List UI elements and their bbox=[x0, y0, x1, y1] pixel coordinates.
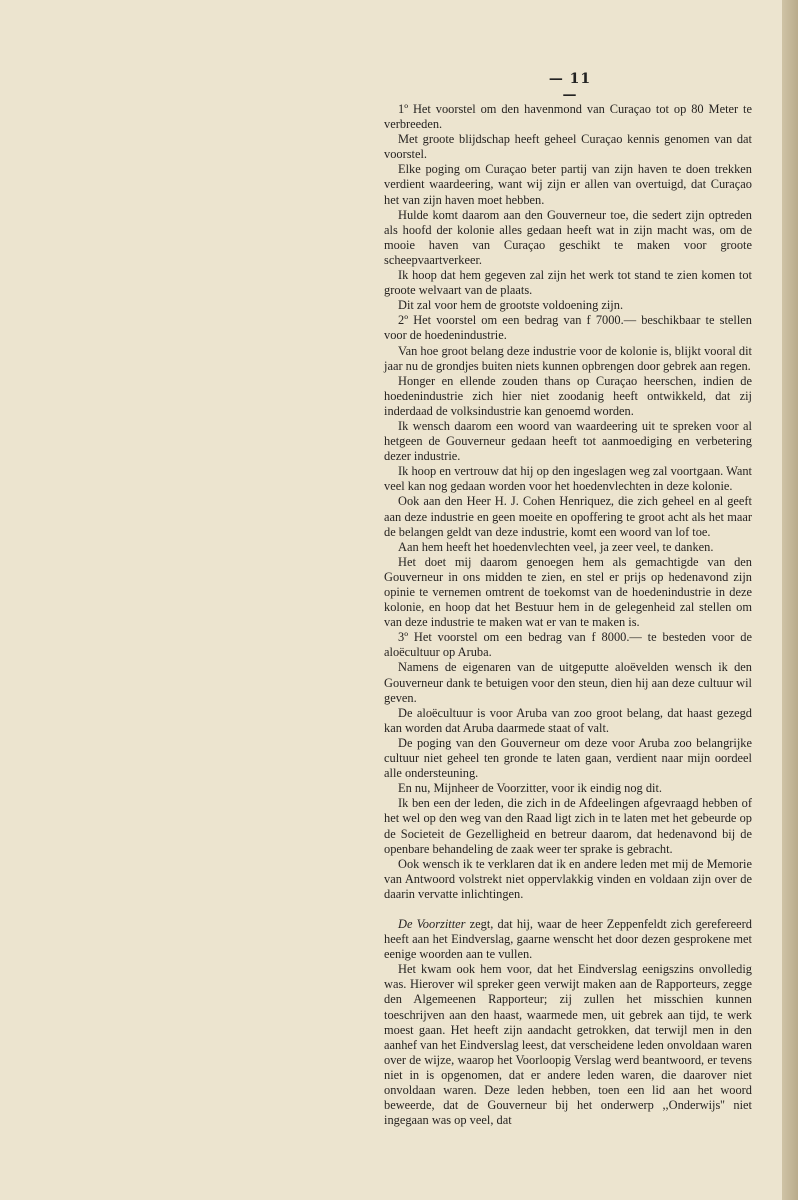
paragraph: Aan hem heeft het hoedenvlechten veel, ja zeer veel, te danken. bbox=[398, 539, 714, 554]
paragraph: 1º Het voorstel om den havenmond van Curaçao tot op 80 Meter te verbreeden. bbox=[384, 102, 752, 132]
paragraph: De aloëcultuur is voor Aruba van zoo groot belang, dat haast gezegd kan worden dat Aruba daarmede staat of valt. bbox=[384, 705, 752, 735]
paragraph: Het doet mij daarom genoegen hem als gemachtigde van den Gouverneur in ons midden te zien, en stel er prijs op hedenavond zijn opinie te vernemen omtrent de toekomst van de hoedenindustrie in deze kolonie, en hoop dat het Bestuur hem in de gelegenheid zal stellen om van deze industrie te maken wat er van te maken is. bbox=[384, 554, 752, 630]
chair-speaker: De Voorzitter bbox=[398, 916, 466, 931]
page-edge bbox=[782, 0, 798, 1200]
paragraph: Dit zal voor hem de grootste voldoening zijn. bbox=[398, 298, 624, 313]
paragraph: 3º Het voorstel om een bedrag van f 8000.— te besteden voor de aloëcultuur op Aruba. bbox=[384, 630, 752, 660]
paragraph: Ik hoop dat hem gegeven zal zijn het werk tot stand te zien komen tot groote welvaart van de plaats. bbox=[384, 268, 752, 298]
paragraph: Ook aan den Heer H. J. Cohen Henriquez, die zich geheel en al geeft aan deze industrie en geen moeite en opoffering te groot acht als het maar de belangen geldt van deze industrie, komt een woord van lof toe. bbox=[384, 494, 752, 539]
paragraph: Met groote blijdschap heeft geheel Curaçao kennis genomen van dat voorstel. bbox=[384, 132, 752, 162]
paragraph: Honger en ellende zouden thans op Curaçao heerschen, indien de hoedenindustrie zich hier niet zoodanig heeft ontwikkeld, dat zij inderdaad de volksindustrie kan genoemd worden. bbox=[384, 373, 752, 418]
paragraph: Van hoe groot belang deze industrie voor de kolonie is, blijkt vooral dit jaar nu de grondjes buiten niets kunnen opbrengen door gebrek aan regen. bbox=[384, 343, 752, 373]
paragraph: Elke poging om Curaçao beter partij van zijn haven te doen trekken verdient waardeering, want wij zijn er allen van overtuigd, dat Curaçao het van zijn haven moet hebben. bbox=[384, 162, 752, 207]
page-number: — 11 — bbox=[548, 71, 592, 103]
paragraph: Hulde komt daarom aan den Gouverneur toe, die sedert zijn optreden als hoofd der kolonie alles gedaan heeft wat in zijn macht was, om de mooie haven van Curaçao geschikt te maken voor groote scheepvaartverkeer. bbox=[384, 207, 752, 267]
chair-paragraph bbox=[384, 917, 752, 962]
paragraph: En nu, Mijnheer de Voorzitter, voor ik eindig nog dit. bbox=[398, 781, 663, 796]
paragraph: Ik ben een der leden, die zich in de Afdeelingen afgevraagd hebben of het wel op den weg van den Raad ligt zich in te laten met het gebeurde op de Societeit de Gezelligheid en betreur daarom, dat hedenavond bij de openbare behandeling de zaak weer ter sprake is gebracht. bbox=[384, 796, 752, 856]
paragraph: Ik hoop en vertrouw dat hij op den ingeslagen weg zal voortgaan. Want veel kan nog gedaan worden voor het hoedenvlechten in deze kolonie. bbox=[384, 464, 752, 494]
paragraph: Het kwam ook hem voor, dat het Eindverslag eenigszins onvolledig was. Hierover wil spreker geen verwijt maken aan de Rapporteurs, zegge den Algemeenen Rapporteur; zij zullen het misschien kunnen toeschrijven aan den haast, waarmede men, uit gebrek aan tijd, te werk moest gaan. Het heeft zijn aandacht getrokken, dat terwijl men in den aanhef van het Eindverslag leest, dat verscheidene leden onvoldaan waren over de wijze, waarop het Voorloopig Verslag werd beantwoord, er tevens niet in is opgenomen, dat er andere leden waren, die daarover niet onvoldaan waren. Deze leden hebben, toen een lid aan het woord beweerde, dat de Gouverneur bij het onderwerp ,,Onderwijs'' niet ingegaan was op veel, dat bbox=[384, 962, 752, 1128]
paragraph: Ik wensch daarom een woord van waardeering uit te spreken voor al hetgeen de Gouverneur gedaan heeft tot aanmoediging en verbetering dezer industrie. bbox=[384, 418, 752, 464]
body-text bbox=[384, 102, 752, 1128]
paragraph: Namens de eigenaren van de uitgeputte aloëvelden wensch ik den Gouverneur dank te betuigen voor den steun, dien hij aan deze cultuur wil geven. bbox=[384, 660, 752, 705]
chair-paragraph-text: zegt, dat hij, waar de heer Zeppenfeldt zich gerefereerd heeft aan het Eindverslag, gaarne wenscht het door dezen gesprokene met eenige woorden aan te vullen. bbox=[384, 916, 752, 962]
paragraph: Ook wensch ik te verklaren dat ik en andere leden met mij de Memorie van Antwoord volstrekt niet oppervlakkig vinden en voldaan zijn over de daarin vervatte inlichtingen. bbox=[384, 856, 752, 901]
paragraph: De poging van den Gouverneur om deze voor Aruba zoo belangrijke cultuur niet geheel ten gronde te laten gaan, verdient naar mijn oordeel alle ondersteuning. bbox=[384, 735, 752, 781]
paragraph: 2º Het voorstel om een bedrag van f 7000.— beschikbaar te stellen voor de hoedenindustrie. bbox=[384, 313, 752, 343]
